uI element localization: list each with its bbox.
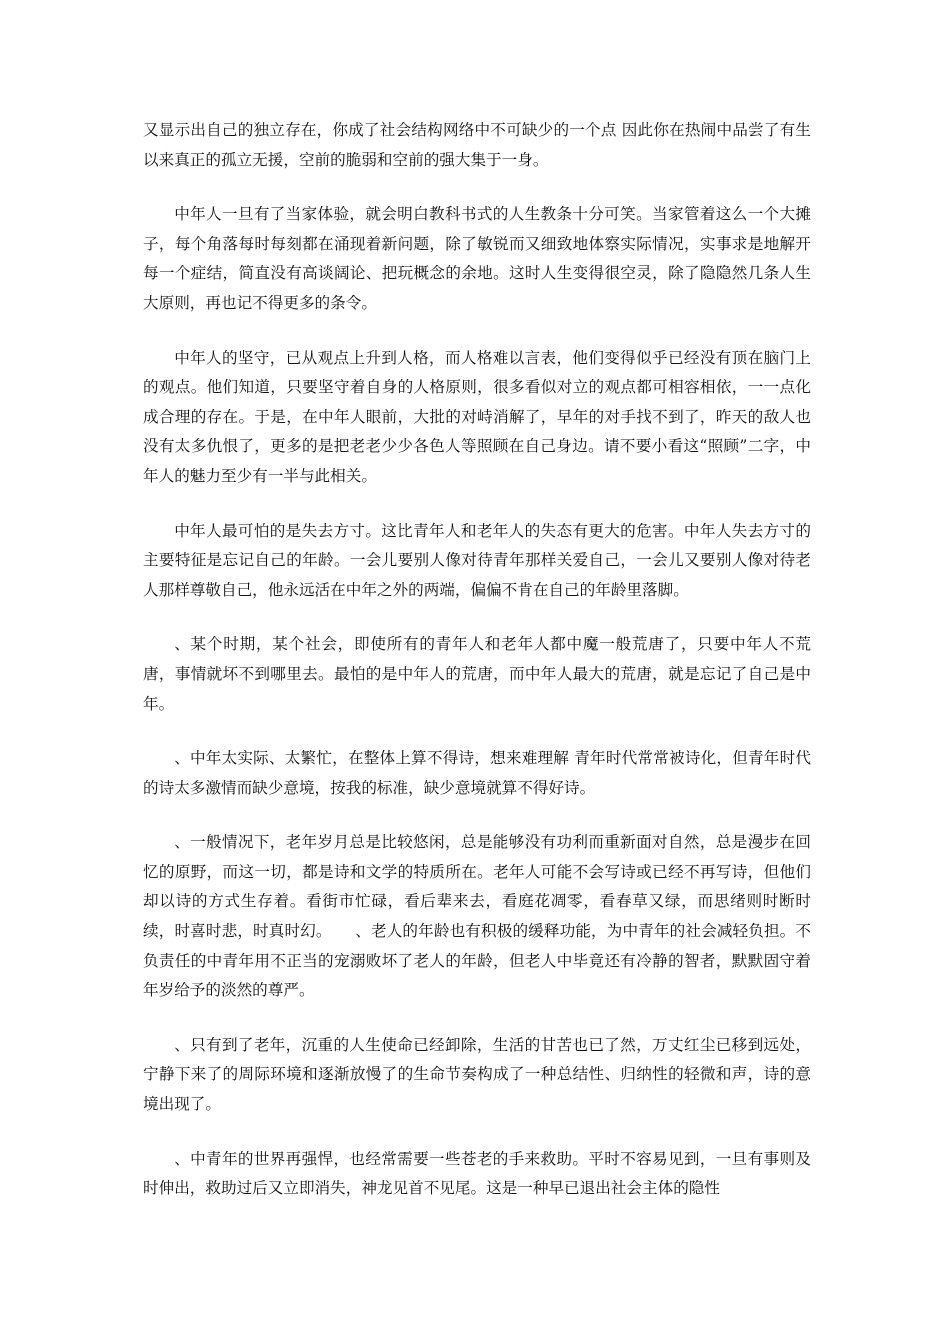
paragraph-2: 中年人一旦有了当家体验，就会明白教科书式的人生教条十分可笑。当家管着这么一个大摊子，每个角落每时每刻都在涌现着新问题，除了敏锐而又细致地体察实际情况，实事求是地解开每一个症结，简直没有高谈阔论、把玩概念的余地。这时人生变得很空灵，除了隐隐然几条人生大原则，再也记不得更多的条令。 — [143, 205, 811, 312]
paragraph-5: 、某个时期，某个社会，即使所有的青年人和老年人都中魔一般荒唐了，只要中年人不荒唐，事情就坏不到哪里去。最怕的是中年人的荒唐，而中年人最大的荒唐，就是忘记了自己是中年。 — [143, 635, 811, 713]
document-body — [143, 116, 811, 1204]
paragraph-4: 中年人最可怕的是失去方寸。这比青年人和老年人的失态有更大的危害。中年人失去方寸的主要特征是忘记自己的年龄。一会儿要别人像对待青年那样关爱自己，一会儿又要别人像对待老人那样尊敬自己，他永远活在中年之外的两端，偏偏不肯在自己的年龄里落脚。 — [143, 521, 811, 599]
paragraph-7: 、一般情况下，老年岁月总是比较悠闲，总是能够没有功利而重新面对自然，总是漫步在回忆的原野，而这一切，都是诗和文学的特质所在。老年人可能不会写诗或已经不再写诗，但他们却以诗的方式生存着。看街市忙碌，看后辈来去，看庭花凋零，看春草又绿，而思绪则时断时续，时喜时悲，时真时幻。 、老人的年龄也有积极的缓释功能，为中青年的社会减轻负担。不负责任的中青年用不正当的宠溺败坏了老人的年龄，但老人中毕竟还有冷静的智者，默默固守着年岁给予的淡然的尊严。 — [143, 833, 811, 1000]
paragraph-1: 又显示出自己的独立存在，你成了社会结构网络中不可缺少的一个点 因此你在热闹中品尝了有生以来真正的孤立无援，空前的脆弱和空前的强大集于一身。 — [143, 121, 811, 169]
paragraph-9: 、中青年的世界再强悍，也经常需要一些苍老的手来救助。平时不容易见到，一旦有事则及时伸出，救助过后又立即消失，神龙见首不见尾。这是一种早已退出社会主体的隐性 — [143, 1149, 811, 1198]
paragraph-8: 、只有到了老年，沉重的人生使命已经卸除，生活的甘苦也已了然，万丈红尘已移到远处，宁静下来了的周际环境和逐渐放慢了的生命节奏构成了一种总结性、归纳性的轻微和声，诗的意境出现了。 — [143, 1035, 811, 1114]
paragraph-3: 中年人的坚守，已从观点上升到人格，而人格难以言表，他们变得似乎已经没有顶在脑门上的观点。他们知道，只要坚守着自身的人格原则，很多看似对立的观点都可相容相依，一一点化成合理的存在。于是，在中年人眼前，大批的对峙消解了，早年的对手找不到了，昨天的敌人也没有太多仇恨了，更多的是把老老少少各色人等照顾在自己身边。请不要小看这“照顾”二字，中年人的魅力至少有一半与此相关。 — [143, 348, 811, 485]
paragraph-6: 、中年太实际、太繁忙，在整体上算不得诗，想来难理解 青年时代常常被诗化，但青年时代的诗太多激情而缺少意境，按我的标准，缺少意境就算不得好诗。 — [143, 749, 811, 797]
